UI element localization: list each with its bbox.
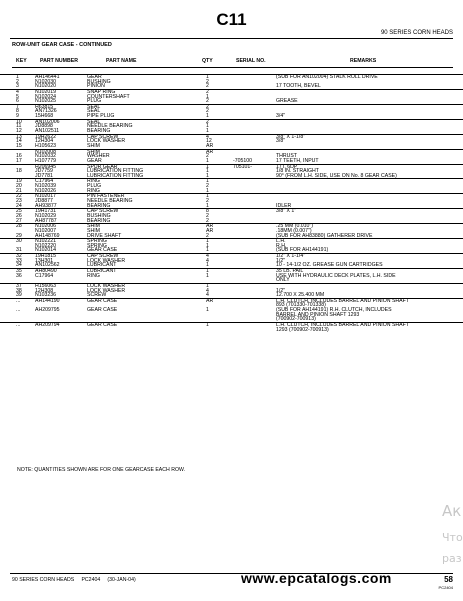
part-name-cell: RING bbox=[87, 178, 100, 185]
remarks-cell: L.H. CLUTCH, INCLUDES BARREL AND PINION SHAFT bbox=[276, 322, 409, 329]
qty-cell: 1 bbox=[206, 163, 209, 170]
key-cell: 39 bbox=[16, 292, 22, 299]
key-cell: 36 bbox=[16, 272, 22, 279]
site-link[interactable]: www.epcatalogs.com bbox=[241, 570, 392, 586]
part-name-cell: PIPE PLUG bbox=[87, 113, 115, 120]
part-number-cell: AN102006 bbox=[35, 118, 60, 125]
part-name-cell: SHIM bbox=[87, 223, 100, 230]
key-cell: 25 bbox=[16, 208, 22, 215]
key-cell: 31 bbox=[16, 247, 22, 254]
part-number-cell: C17964 bbox=[35, 272, 54, 279]
part-number-cell: AH80490 bbox=[35, 267, 57, 274]
qty-cell: AR bbox=[206, 227, 214, 234]
qty-cell: 2 bbox=[206, 98, 209, 105]
qty-cell: 4 bbox=[206, 292, 209, 299]
part-number-cell: 12H308 bbox=[35, 287, 54, 294]
key-cell: 22 bbox=[16, 193, 22, 200]
part-name-cell: LOCK WASHER bbox=[87, 282, 126, 289]
part-name-cell: CAP SCREW bbox=[87, 133, 119, 140]
part-name-cell: SPRING bbox=[87, 238, 107, 245]
part-name-cell: SHIM bbox=[87, 142, 100, 149]
part-name-cell: PLUG bbox=[87, 183, 102, 190]
qty-cell: 1 bbox=[206, 267, 209, 274]
part-name-cell: PIN FASTENER bbox=[87, 193, 125, 200]
key-cell: 8 bbox=[16, 108, 19, 115]
part-name-cell: WASHER bbox=[87, 153, 110, 160]
qty-cell: 2 bbox=[206, 153, 209, 160]
page-number: 58 bbox=[444, 575, 453, 584]
remarks-cell: .25 MM (0.010") bbox=[276, 223, 314, 230]
part-name-cell: BUSHING bbox=[87, 212, 111, 219]
part-name-cell: PINION bbox=[87, 83, 105, 90]
part-number-cell: AH87787 bbox=[35, 217, 57, 224]
column-part-name-header: PART NAME bbox=[106, 58, 137, 64]
watermark-line-3: раз bbox=[442, 552, 462, 565]
part-number-cell: JD8877 bbox=[35, 198, 53, 205]
part-name-cell: COUNTERSHAFT bbox=[87, 93, 130, 100]
part-number-cell: 19H2622 bbox=[35, 133, 57, 140]
part-name-cell: GEAR CASE bbox=[87, 307, 118, 314]
key-cell: 13 bbox=[16, 133, 22, 140]
key-cell: 23 bbox=[16, 198, 22, 205]
qty-cell: 2 bbox=[206, 88, 209, 95]
key-cell: 20 bbox=[16, 183, 22, 190]
qty-cell: 1 bbox=[206, 93, 209, 100]
watermark-line-1: Ак bbox=[442, 502, 462, 520]
part-name-cell: RING bbox=[87, 272, 100, 279]
quantity-note: NOTE: QUANTITIES SHOWN ARE FOR ONE GEARCASE EACH ROW. bbox=[17, 467, 186, 473]
part-name-cell: BEARING bbox=[87, 202, 111, 209]
part-name-cell: NEEDLE BEARING bbox=[87, 198, 133, 205]
qty-cell: 1 bbox=[206, 168, 209, 175]
section-tag: 90 SERIES CORN HEADS bbox=[380, 30, 453, 36]
key-cell: 15 bbox=[16, 142, 22, 149]
part-number-cell: N102026 bbox=[35, 187, 57, 194]
key-cell: 16 bbox=[16, 153, 22, 160]
part-name-cell: GEAR CASE bbox=[87, 297, 118, 304]
part-name-cell: CAP SCREW bbox=[87, 253, 119, 260]
qty-cell: 1 bbox=[206, 307, 209, 314]
remarks-cell: 12.700 X 25.400 MM bbox=[276, 292, 325, 299]
qty-cell: 2 bbox=[206, 183, 209, 190]
key-cell: ... bbox=[16, 297, 21, 304]
part-name-cell: SNAP RING bbox=[87, 88, 116, 95]
part-number-cell: H105623 bbox=[35, 142, 57, 149]
part-number-cell: N102014 bbox=[35, 247, 57, 254]
part-number-cell: H107779 bbox=[35, 157, 57, 164]
part-number-cell: H63815 bbox=[35, 103, 54, 110]
qty-cell: 1 bbox=[206, 113, 209, 120]
column-qty-header: QTY bbox=[202, 58, 213, 64]
watermark-line-2: Что bbox=[442, 531, 463, 544]
remarks-cell: BARREL AND PINION SHAFT 1293 bbox=[276, 311, 360, 318]
part-name-cell: SEAL bbox=[87, 103, 101, 110]
remarks-cell: USE WITH HYDRAULIC DECK PLATES, L.H. SIDE bbox=[276, 272, 396, 279]
remarks-cell: 893 (701330-701338) bbox=[276, 302, 326, 309]
key-cell: ... bbox=[16, 322, 21, 329]
remarks-cell: 3/8" bbox=[276, 138, 286, 145]
part-number-cell: N102032 bbox=[35, 153, 57, 160]
qty-cell: 2 bbox=[206, 118, 209, 125]
part-name-cell: NEEDLE BEARING bbox=[87, 123, 133, 130]
key-cell: 35 bbox=[16, 267, 22, 274]
part-name-cell: GEAR CASE bbox=[87, 322, 118, 329]
part-name-cell: LOCK WASHER bbox=[87, 138, 126, 145]
part-number-cell: 15H668 bbox=[35, 113, 54, 120]
part-number-cell: AH209795 bbox=[35, 307, 60, 314]
qty-cell: 1 bbox=[206, 74, 209, 80]
qty-cell: 1 bbox=[206, 193, 209, 200]
key-cell: 2 bbox=[16, 78, 19, 85]
part-number-cell: N102039 bbox=[35, 183, 57, 190]
key-cell: 30 bbox=[16, 238, 22, 245]
remarks-cell: (SUB FOR AN102004) STALK ROLL DRIVE bbox=[276, 74, 378, 80]
part-number-cell: 13H301 bbox=[35, 257, 54, 264]
table-row bbox=[0, 328, 463, 333]
key-cell: 12 bbox=[16, 128, 22, 135]
part-name-cell: LOCK WASHER bbox=[87, 257, 126, 264]
qty-cell: 1 bbox=[206, 172, 209, 179]
part-number-cell: N102008 bbox=[35, 148, 57, 155]
qty-cell: 1 bbox=[206, 282, 209, 289]
part-number-cell: AH144190 bbox=[35, 297, 60, 304]
qty-cell: AR bbox=[206, 297, 214, 304]
footer-left: 90 SERIES CORN HEADS PC2404 (30-JAN-04) bbox=[12, 577, 136, 583]
qty-cell: 1 bbox=[206, 178, 209, 185]
key-cell: 28 bbox=[16, 223, 22, 230]
key-cell: 4 bbox=[16, 88, 19, 95]
qty-cell: 1 bbox=[206, 242, 209, 249]
part-number-cell: 19H1731 bbox=[35, 208, 57, 215]
remarks-cell: .18MM (0.007") bbox=[276, 227, 312, 234]
key-cell: 38 bbox=[16, 287, 22, 294]
part-name-cell: SPUR GEAR bbox=[87, 163, 118, 170]
qty-cell: 1 bbox=[206, 247, 209, 254]
key-cell: 19 bbox=[16, 178, 22, 185]
key-cell: 3 bbox=[16, 83, 19, 90]
key-cell: 10 bbox=[16, 118, 22, 125]
bottom-rule bbox=[10, 573, 453, 574]
key-cell: 7 bbox=[16, 103, 19, 110]
part-number-cell: N102024 bbox=[35, 93, 57, 100]
qty-cell: 1 bbox=[206, 322, 209, 329]
part-name-cell: BEARING bbox=[87, 128, 111, 135]
qty-cell: 1 bbox=[206, 123, 209, 130]
part-number-cell: AH209794 bbox=[35, 322, 60, 329]
remarks-cell: 3/8" X 1" bbox=[276, 208, 297, 215]
remarks-cell: 1/2" X 1-1/4" bbox=[276, 253, 306, 260]
part-name-cell: LUBRICATION FITTING bbox=[87, 168, 144, 175]
remarks-cell: 17 TOOTH, BEVEL bbox=[276, 83, 321, 90]
qty-cell: 4 bbox=[206, 253, 209, 260]
part-number-cell: N102006 bbox=[35, 223, 57, 230]
part-number-cell: N102017 bbox=[35, 193, 57, 200]
remarks-cell: 90° (FROM L.H. SIDE, USE ON No. 8 GEAR CASE) bbox=[276, 172, 397, 179]
qty-cell: 2 bbox=[206, 103, 209, 110]
part-name-cell: GEAR bbox=[87, 74, 102, 80]
qty-cell: AR bbox=[206, 148, 214, 155]
key-cell: 27 bbox=[16, 217, 22, 224]
part-number-cell: N102030 bbox=[35, 78, 57, 85]
part-name-cell: LUBRICANT bbox=[87, 267, 117, 274]
part-number-cell: N102025 bbox=[35, 98, 57, 105]
page-code: PC2404 bbox=[438, 585, 453, 590]
qty-cell: AR bbox=[206, 223, 214, 230]
key-cell: 11 bbox=[16, 123, 22, 130]
page-title: C11 bbox=[216, 10, 247, 29]
key-cell: 37 bbox=[16, 282, 22, 289]
remarks-cell: 17T, 6DP bbox=[276, 163, 298, 170]
remarks-cell: (700902-700913) bbox=[276, 316, 316, 323]
part-number-cell: N102020 bbox=[35, 83, 57, 90]
part-number-cell: C17964 bbox=[35, 178, 54, 185]
part-number-cell: N103236 bbox=[35, 292, 57, 299]
part-name-cell: CAP SCREW bbox=[87, 208, 119, 215]
parts-table bbox=[0, 74, 463, 332]
top-rule bbox=[10, 38, 453, 39]
key-cell: 33 bbox=[16, 257, 22, 264]
qty-cell: 1 bbox=[206, 187, 209, 194]
key-cell: 6 bbox=[16, 98, 19, 105]
key-cell: 34 bbox=[16, 262, 22, 269]
part-name-cell: SHIM bbox=[87, 148, 100, 155]
qty-cell: 1 bbox=[206, 262, 209, 269]
qty-cell: 2 bbox=[206, 83, 209, 90]
part-name-cell: LUBRICANT bbox=[87, 262, 117, 269]
qty-cell: 2 bbox=[206, 217, 209, 224]
remarks-cell: (SUB FOR AH144191) bbox=[276, 247, 329, 254]
qty-cell: 2 bbox=[206, 232, 209, 239]
part-name-cell: DRIVE SHAFT bbox=[87, 232, 122, 239]
part-number-cell: N102220 bbox=[35, 242, 57, 249]
part-name-cell: RING bbox=[87, 187, 100, 194]
qty-cell: 4 bbox=[206, 257, 209, 264]
qty-cell: 1 bbox=[206, 272, 209, 279]
remarks-cell: 10 - 14-1/2 OZ. GREASE GUN CARTRIDGES bbox=[276, 262, 383, 269]
qty-cell: 1 bbox=[206, 157, 209, 164]
remarks-cell: L.H. CLUTCH, INCLUDES BARREL AND PINION SHAFT bbox=[276, 297, 409, 304]
remarks-cell: L.H. bbox=[276, 238, 286, 245]
part-number-cell: AH146441 bbox=[35, 74, 60, 80]
part-number-cell: N102221 bbox=[35, 238, 57, 245]
key-cell: 29 bbox=[16, 232, 22, 239]
column-serial-header: SERIAL NO. bbox=[236, 58, 266, 64]
remarks-cell: (SUB FOR AH144191) R.H. CLUTCH, INCLUDES bbox=[276, 307, 392, 314]
part-name-cell: SEAL bbox=[87, 118, 101, 125]
part-number-cell: AN102511 bbox=[35, 128, 60, 135]
qty-cell: 2 bbox=[206, 198, 209, 205]
part-name-cell: BEARING bbox=[87, 217, 111, 224]
key-cell: ... bbox=[16, 307, 21, 314]
remarks-cell: R.H. bbox=[276, 242, 287, 249]
part-number-cell: 12H304 bbox=[35, 138, 54, 145]
key-cell: 32 bbox=[16, 253, 22, 260]
part-number-cell: JD8898 bbox=[35, 123, 53, 130]
section-title: ROW-UNIT GEAR CASE - CONTINUED bbox=[12, 42, 112, 48]
part-number-cell: H206945 bbox=[35, 163, 57, 170]
part-name-cell: GEAR bbox=[87, 157, 102, 164]
part-name-cell: SCREW bbox=[87, 292, 107, 299]
remarks-cell: 1293 (700902-700913) bbox=[276, 326, 329, 333]
part-number-cell: N102007 bbox=[35, 227, 57, 234]
part-number-cell: N102029 bbox=[35, 212, 57, 219]
part-name-cell: GEAR CASE bbox=[87, 247, 118, 254]
remarks-cell: 3/8" X 1-1/8" bbox=[276, 133, 306, 140]
remarks-cell: 1/2" bbox=[276, 257, 286, 264]
qty-cell: 1 bbox=[206, 238, 209, 245]
qty-cell: 4 bbox=[206, 133, 209, 140]
part-number-cell: AH148769 bbox=[35, 232, 60, 239]
remarks-cell: GREASE bbox=[276, 98, 298, 105]
serial-cell: 705101- bbox=[233, 163, 253, 170]
part-name-cell: SPRING bbox=[87, 242, 107, 249]
key-cell: 5 bbox=[16, 93, 19, 100]
qty-cell: 12 bbox=[206, 138, 212, 145]
qty-cell: 1 bbox=[206, 128, 209, 135]
key-cell: 1 bbox=[16, 74, 19, 80]
remarks-cell: ONLY bbox=[276, 277, 290, 284]
qty-cell: 4 bbox=[206, 287, 209, 294]
remarks-cell: (SUB FOR AH83880) GATHERER DRIVE bbox=[276, 232, 373, 239]
column-remarks-header: REMARKS bbox=[350, 58, 377, 64]
part-number-cell: AN102562 bbox=[35, 262, 60, 269]
qty-cell: 1 bbox=[206, 202, 209, 209]
remarks-cell: 3/4" bbox=[276, 113, 286, 120]
key-cell: 24 bbox=[16, 202, 22, 209]
part-name-cell: BUSHING bbox=[87, 78, 111, 85]
part-number-cell: AH93877 bbox=[35, 202, 57, 209]
part-name-cell: PLUG bbox=[87, 98, 102, 105]
header-rule bbox=[12, 67, 453, 68]
part-name-cell: LOCK WASHER bbox=[87, 287, 126, 294]
part-name-cell: SEAL bbox=[87, 108, 101, 115]
qty-cell: 2 bbox=[206, 212, 209, 219]
remarks-cell: IDLER bbox=[276, 202, 292, 209]
part-number-cell: H156063 bbox=[35, 282, 57, 289]
column-part-number-header: PART NUMBER bbox=[40, 58, 78, 64]
part-number-cell: JD7759 bbox=[35, 168, 53, 175]
part-number-cell: JD7781 bbox=[35, 172, 53, 179]
qty-cell: AR bbox=[206, 142, 214, 149]
column-key-header: KEY bbox=[16, 58, 27, 64]
remarks-cell: 35 LB. PAIL bbox=[276, 267, 304, 274]
part-name-cell: LUBRICATION FITTING bbox=[87, 172, 144, 179]
remarks-cell: 17 TEETH, INPUT bbox=[276, 157, 319, 164]
qty-cell: 8 bbox=[206, 208, 209, 215]
qty-cell: 2 bbox=[206, 108, 209, 115]
qty-cell: 2 bbox=[206, 78, 209, 85]
key-cell: 21 bbox=[16, 187, 22, 194]
key-cell: 9 bbox=[16, 113, 19, 120]
remarks-cell: 1/8 IN. STRAIGHT bbox=[276, 168, 319, 175]
key-cell: 17 bbox=[16, 157, 22, 164]
part-name-cell: SHIM bbox=[87, 227, 100, 234]
serial-cell: -705100 bbox=[233, 157, 253, 164]
part-number-cell: AN71326 bbox=[35, 108, 57, 115]
key-cell: 18 bbox=[16, 168, 22, 175]
part-number-cell: 19H1815 bbox=[35, 253, 57, 260]
key-cell: 14 bbox=[16, 138, 22, 145]
key-cell: 26 bbox=[16, 212, 22, 219]
remarks-cell: THRUST bbox=[276, 153, 298, 160]
remarks-cell: 1/2" bbox=[276, 287, 286, 294]
part-number-cell: N102019 bbox=[35, 88, 57, 95]
